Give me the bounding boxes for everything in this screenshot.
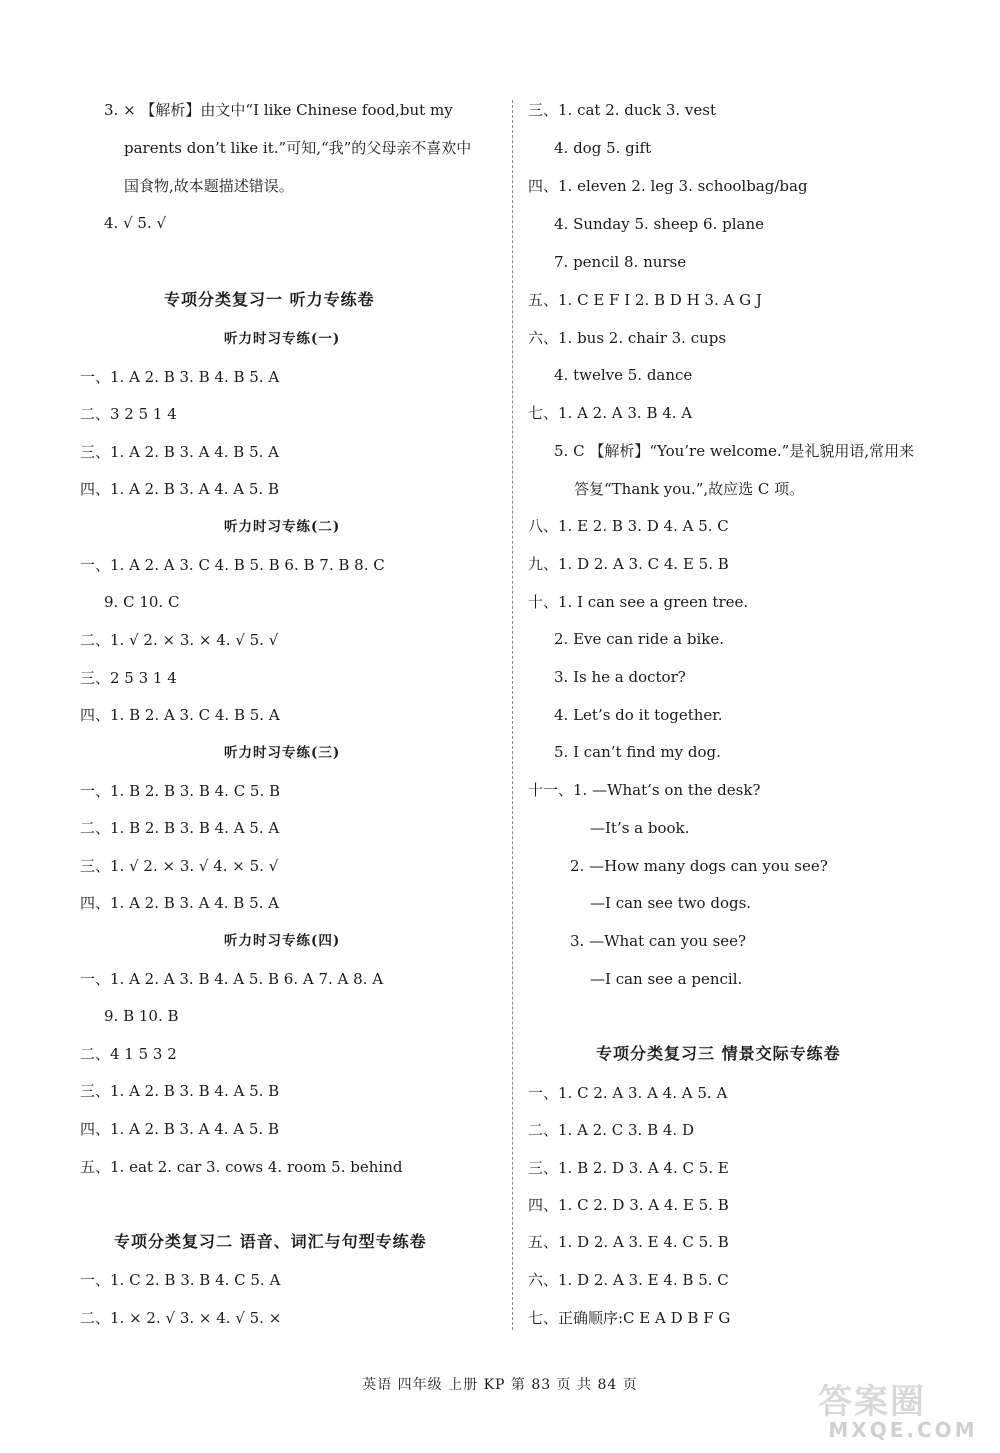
answer-line: 四、1. A 2. B 3. A 4. A 5. B (80, 480, 280, 498)
watermark-logo (818, 1382, 988, 1443)
answer-line: 四、1. B 2. A 3. C 4. B 5. A (80, 706, 280, 724)
answer-line: 5. I can’t find my dog. (554, 743, 721, 761)
answer-line: 四、1. A 2. B 3. A 4. B 5. A (80, 894, 280, 912)
answer-line: 四、1. A 2. B 3. A 4. A 5. B (80, 1120, 280, 1138)
answer-line: 一、1. A 2. A 3. B 4. A 5. B 6. A 7. A 8. A (80, 970, 384, 988)
section-title: 专项分类复习二 语音、词汇与句型专练卷 (114, 1232, 427, 1251)
answer-line: 三、1. B 2. D 3. A 4. C 5. E (528, 1159, 729, 1177)
answer-line: 4. Let’s do it together. (554, 706, 723, 724)
answer-line: 4. dog 5. gift (554, 139, 652, 157)
answer-line: parents don’t like it.”可知,“我”的父母亲不喜欢中 (124, 139, 472, 157)
answer-line: 2. Eve can ride a bike. (554, 630, 724, 648)
answer-line: 五、1. D 2. A 3. E 4. C 5. B (528, 1233, 729, 1251)
answer-line: 3. × 【解析】由文中“I like Chinese food,but my (104, 101, 453, 119)
answer-line: 十、1. I can see a green tree. (528, 593, 749, 611)
answer-line: 五、1. eat 2. car 3. cows 4. room 5. behind (80, 1158, 403, 1176)
answer-line: 一、1. B 2. B 3. B 4. C 5. B (80, 782, 281, 800)
answer-line: 二、1. √ 2. × 3. × 4. √ 5. √ (80, 631, 279, 649)
answer-line: 7. pencil 8. nurse (554, 253, 687, 271)
answer-line: 国食物,故本题描述错误。 (124, 177, 294, 195)
answer-line: 2. —How many dogs can you see? (570, 857, 828, 875)
answer-line: 一、1. A 2. B 3. B 4. B 5. A (80, 368, 280, 386)
answer-line: 五、1. C E F I 2. B D H 3. A G J (528, 291, 762, 309)
subsection-title: 听力时习专练(一) (224, 331, 341, 347)
answer-line: 9. C 10. C (104, 593, 180, 611)
answer-line: 三、1. cat 2. duck 3. vest (528, 101, 716, 119)
section-title: 专项分类复习三 情景交际专练卷 (596, 1044, 841, 1063)
answer-line: 二、1. × 2. √ 3. × 4. √ 5. × (80, 1309, 282, 1327)
answer-line: 3. —What can you see? (570, 932, 747, 950)
watermark-logo-text: 答案圈 (818, 1382, 926, 1422)
answer-line: 4. Sunday 5. sheep 6. plane (554, 215, 764, 233)
answer-line: 一、1. C 2. A 3. A 4. A 5. A (528, 1084, 728, 1102)
answer-line: 四、1. eleven 2. leg 3. schoolbag/bag (528, 177, 808, 195)
answer-line: 十一、1. —What’s on the desk? (528, 781, 761, 799)
answer-line: 9. B 10. B (104, 1007, 179, 1025)
answer-line: 4. √ 5. √ (104, 214, 167, 232)
answer-line: 二、4 1 5 3 2 (80, 1045, 177, 1063)
answer-line: 三、2 5 3 1 4 (80, 669, 177, 687)
answer-line: 六、1. D 2. A 3. E 4. B 5. C (528, 1271, 729, 1289)
answer-line: 二、1. A 2. C 3. B 4. D (528, 1121, 694, 1139)
answer-line: 六、1. bus 2. chair 3. cups (528, 329, 727, 347)
answer-line: 一、1. C 2. B 3. B 4. C 5. A (80, 1271, 281, 1289)
answer-line: 3. Is he a doctor? (554, 668, 686, 686)
answer-line: —It’s a book. (590, 819, 690, 837)
answer-line: 三、1. √ 2. × 3. √ 4. × 5. √ (80, 857, 279, 875)
answer-line: 答复“Thank you.”,故应选 C 项。 (574, 480, 805, 498)
watermark-url: MXQE.COM (828, 1418, 978, 1442)
subsection-title: 听力时习专练(二) (224, 519, 341, 535)
answer-line: —I can see a pencil. (590, 970, 743, 988)
subsection-title: 听力时习专练(四) (224, 933, 341, 949)
column-divider (512, 100, 513, 1330)
answer-line: 二、3 2 5 1 4 (80, 405, 177, 423)
answer-line: 5. C 【解析】“You’re welcome.”是礼貌用语,常用来 (554, 442, 915, 460)
page-footer: 英语 四年级 上册 KP 第 83 页 共 84 页 (362, 1377, 638, 1393)
answer-line: 二、1. B 2. B 3. B 4. A 5. A (80, 819, 280, 837)
section-title: 专项分类复习一 听力专练卷 (164, 290, 375, 309)
answer-line: 一、1. A 2. A 3. C 4. B 5. B 6. B 7. B 8. C (80, 556, 385, 574)
answer-line: 九、1. D 2. A 3. C 4. E 5. B (528, 555, 729, 573)
answer-line: 四、1. C 2. D 3. A 4. E 5. B (528, 1196, 729, 1214)
answer-line: 七、正确顺序:C E A D B F G (528, 1309, 731, 1327)
answer-line: —I can see two dogs. (590, 894, 752, 912)
answer-line: 七、1. A 2. A 3. B 4. A (528, 404, 693, 422)
subsection-title: 听力时习专练(三) (224, 745, 341, 761)
answer-line: 八、1. E 2. B 3. D 4. A 5. C (528, 517, 729, 535)
answer-line: 三、1. A 2. B 3. B 4. A 5. B (80, 1082, 280, 1100)
answer-line: 4. twelve 5. dance (554, 366, 693, 384)
answer-line: 三、1. A 2. B 3. A 4. B 5. A (80, 443, 280, 461)
